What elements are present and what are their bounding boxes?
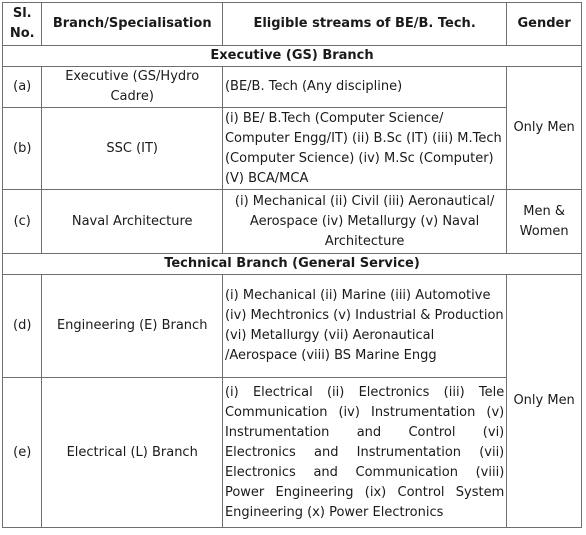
header-row: [3, 3, 582, 46]
branch-cell: Executive (GS/Hydro Cadre): [42, 67, 223, 108]
header-sl-no: Sl. No.: [3, 3, 42, 46]
gender-cell: Only Men: [507, 275, 582, 528]
sl-no-cell: (b): [3, 108, 42, 190]
table-row: [3, 190, 582, 254]
table-row: [3, 108, 582, 190]
header-gender: Gender: [507, 3, 582, 46]
header-streams: Eligible streams of BE/B. Tech.: [222, 3, 506, 46]
branch-cell: SSC (IT): [42, 108, 223, 190]
streams-cell: (i) BE/ B.Tech (Computer Science/ Computer Engg/IT) (ii) B.Sc (IT) (iii) M.Tech (Computer Science) (iv) M.Sc (Computer) (V) BCA/MCA: [222, 108, 506, 190]
sl-no-cell: (e): [3, 378, 42, 528]
table-row: [3, 275, 582, 378]
branch-cell: Electrical (L) Branch: [42, 378, 223, 528]
section-row: [3, 46, 582, 67]
sl-no-cell: (c): [3, 190, 42, 254]
section-title: Executive (GS) Branch: [3, 46, 582, 67]
streams-cell: (i) Mechanical (ii) Civil (iii) Aeronautical/ Aerospace (iv) Metallurgy (v) Naval Architecture: [222, 190, 506, 254]
table-row: [3, 378, 582, 528]
eligibility-table: [2, 2, 582, 528]
header-branch: Branch/Specialisation: [42, 3, 223, 46]
table-row: [3, 67, 582, 108]
section-title: Technical Branch (General Service): [3, 254, 582, 275]
branch-cell: Naval Architecture: [42, 190, 223, 254]
sl-no-cell: (a): [3, 67, 42, 108]
section-row: [3, 254, 582, 275]
streams-cell: (i) Mechanical (ii) Marine (iii) Automotive (iv) Mechtronics (v) Industrial & Production (vi) Metallurgy (vii) Aeronautical /Aerospace (viii) BS Marine Engg: [222, 275, 506, 378]
gender-cell: Only Men: [507, 67, 582, 190]
sl-no-cell: (d): [3, 275, 42, 378]
branch-cell: Engineering (E) Branch: [42, 275, 223, 378]
streams-cell: (i) Electrical (ii) Electronics (iii) Tele Communication (iv) Instrumentation (v) Instrumentation and Control (vi) Electronics and Instrumentation (vii) Electronics and Communication (viii) Power Engineering (ix) Control System Engineering (x) Power Electronics: [222, 378, 506, 528]
streams-cell: (BE/B. Tech (Any discipline): [222, 67, 506, 108]
gender-cell: Men & Women: [507, 190, 582, 254]
